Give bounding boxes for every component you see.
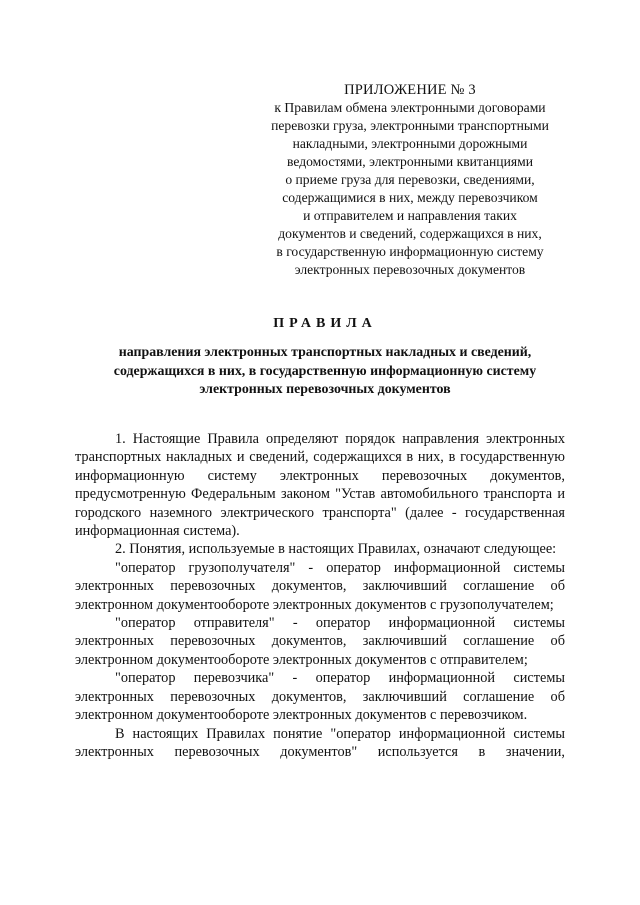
rules-title: ПРАВИЛА [273, 316, 377, 331]
paragraph-usage: В настоящих Правилах понятие "оператор информационной системы электронных перевозочных документов" используется в значении, [75, 725, 565, 760]
appendix-line: ведомостями, электронными квитанциями [287, 154, 533, 169]
rules-subtitle-line: электронных перевозочных документов [199, 382, 451, 397]
appendix-line: к Правилам обмена электронными договорами [274, 100, 546, 115]
appendix-header [250, 81, 570, 279]
rules-subtitle-line: направления электронных транспортных накладных и сведений, [118, 345, 532, 360]
appendix-line: электронных перевозочных документов [294, 262, 526, 277]
rules-subtitle-line: содержащихся в них, в государственную информационную систему [113, 363, 537, 379]
rules-subtitle [80, 344, 570, 400]
appendix-line: в государственную информационную систему [276, 244, 544, 259]
paragraph-2: 2. Понятия, используемые в настоящих Правилах, означают следующее: [115, 541, 557, 558]
paragraph-1: 1. Настоящие Правила определяют порядок направления электронных транспортных накладных и сведений, содержащихся в них, в государственную информационную систему электронных перевозочных документов, предусмотренную Федеральным законом "Устав автомобильного транспорта и городского наземного электрического транспорта" (далее - государственная информационная система). [75, 431, 565, 540]
document-body [75, 430, 565, 761]
definition-sender-operator: "оператор отправителя" - оператор информационной системы электронных перевозочных документов, заключивший соглашение об электронном документообороте электронных документов с отправителем; [75, 615, 565, 668]
appendix-title: ПРИЛОЖЕНИЕ № 3 [344, 82, 476, 98]
definition-carrier-operator: "оператор перевозчика" - оператор информационной системы электронных перевозочных документов, заключивший соглашение об электронном документообороте электронных документов с перевозчиком. [75, 670, 565, 724]
appendix-line: и отправителем и направления таких [303, 208, 517, 223]
definition-consignee-operator: "оператор грузополучателя" - оператор информационной системы электронных перевозочных документов, заключивший соглашение об электронном документообороте электронных документов с грузополучателем; [75, 559, 565, 613]
appendix-line: о приеме груза для перевозки, сведениями, [285, 172, 535, 187]
appendix-line: содержащимися в них, между перевозчиком [282, 190, 538, 205]
appendix-line: документов и сведений, содержащихся в них, [278, 226, 542, 241]
appendix-line: перевозки груза, электронными транспортными [271, 118, 549, 133]
appendix-line: накладными, электронными дорожными [292, 136, 528, 151]
